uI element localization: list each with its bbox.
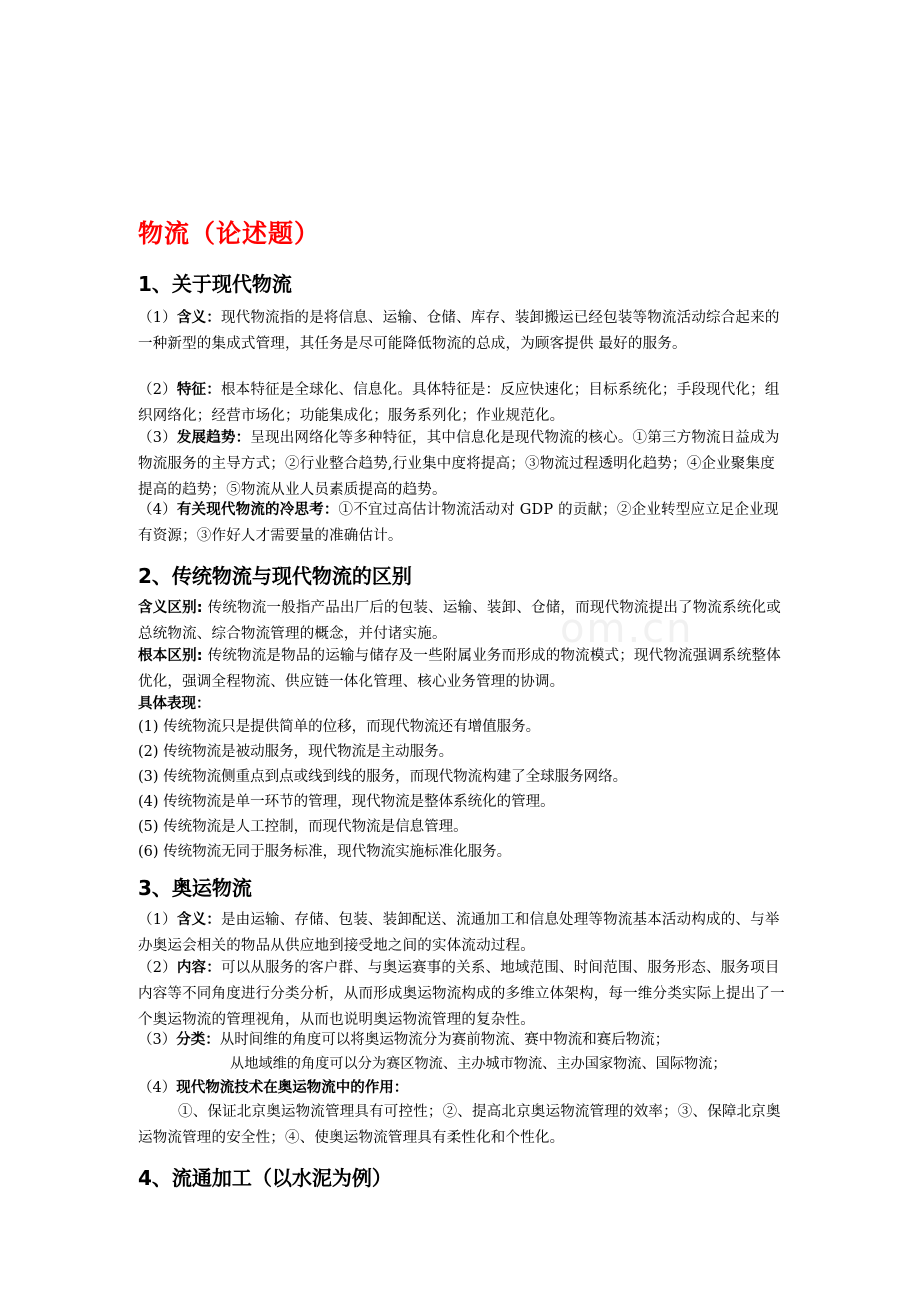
item-number: （1） [138,912,177,928]
section-1-para-features [138,377,786,429]
section-3-tech-role-text: ①、保证北京奥运物流管理具有可控性；②、提高北京奥运物流管理的效率；③、保障北京奥运物流管理的安全性；④、使奥运物流管理具有柔性化和个性化。 [138,1104,781,1146]
para-text: 从时间维的角度可以将奥运物流分为赛前物流、赛中物流和赛后物流； [219,1032,670,1048]
section-1-para-trends [138,425,786,503]
para-label: 内容： [176,960,221,976]
para-text: 是由运输、存储、包装、装卸配送、流通加工和信息处理等物流基本活动构成的、与举办奥运会相关的物品从供应地到接受地之间的实体流动过程。 [138,912,780,954]
item-number: （3） [138,430,177,446]
section-3-classification-line-2: 从地域维的角度可以分为赛区物流、主办城市物流、主办国家物流、国际物流； [230,1056,727,1072]
section-3-para-tech-role [138,1075,408,1101]
item-number: （3） [138,1032,177,1048]
para-label: 特征： [176,382,221,398]
para-text: ①不宜过高估计物流活动对 GDP 的贡献；②企业转型应立足企业现有资源；③作好人才需要量的准确估计。 [138,502,779,544]
section-3-para-definition [138,907,786,959]
para-text: 传统物流是物品的运输与储存及一些附属业务而形成的物流模式；现代物流强调系统整体优化，强调全程物流、供应链一体化管理、核心业务管理的协调。 [138,648,781,690]
para-text: 传统物流一般指产品出厂后的包装、运输、装卸、仓储，而现代物流提出了物流系统化或总统物流、综合物流管理的概念，并付诸实施。 [138,600,781,642]
list-item: (3) 传统物流侧重点到点或线到线的服务，而现代物流构建了全球服务网络。 [138,769,628,785]
section-3-para-content [138,955,786,1033]
para-label: 根本区别: [138,648,203,664]
section-1-heading: 1、关于现代物流 [138,272,292,296]
para-text: 可以从服务的客户群、与奥运赛事的关系、地域范围、时间范围、服务形态、服务项目内容等不同角度进行分类分析，从而形成奥运物流构成的多维立体架构，每一维分类实际上提出了一个奥运物流的管理视角，从而也说明奥运物流管理的复杂性。 [138,960,785,1028]
section-2-para-root-diff [138,643,786,695]
list-item: (4) 传统物流是单一环节的管理，现代物流是整体系统化的管理。 [138,794,555,810]
section-2-heading: 2、传统物流与现代物流的区别 [138,564,412,588]
para-label: 含义： [176,912,221,928]
para-label: 含义区别: [138,600,203,616]
item-number: （1） [138,310,177,326]
document-title: 物流（论述题） [138,219,321,248]
para-label: 有关现代物流的冷思考： [176,502,339,518]
para-text: 现代物流指的是将信息、运输、仓储、库存、装卸搬运已经包装等物流活动综合起来的一种新型的集成式管理，其任务是尽可能降低物流的总成，为顾客提供 最好的服务。 [138,310,780,352]
section-1-para-definition [138,305,786,357]
para-text: 呈现出网络化等多种特征，其中信息化是现代物流的核心。①第三方物流日益成为物流服务的主导方式；②行业整合趋势,行业集中度将提高；③物流过程透明化趋势；④企业聚集度提高的趋势；⑤物流从业人员素质提高的趋势。 [138,430,780,498]
para-text: 根本特征是全球化、信息化。具体特征是：反应快速化；目标系统化；手段现代化；组织网络化；经营市场化；功能集成化；服务系列化；作业规范化。 [138,382,780,424]
section-2-specifics-label: 具体表现： [138,696,211,712]
list-item: (1) 传统物流只是提供简单的位移，而现代物流还有增值服务。 [138,719,541,735]
item-number: （2） [138,382,177,398]
para-label: 分类： [176,1032,220,1048]
section-3-heading: 3、奥运物流 [138,876,252,900]
section-2-para-definition-diff [138,595,786,647]
para-label: 现代物流技术在奥运物流中的作用： [176,1080,409,1096]
para-label: 发展趋势： [176,430,251,446]
item-number: （4） [138,1080,177,1096]
para-label: 含义： [176,310,221,326]
list-item: (6) 传统物流无同于服务标准，现代物流实施标准化服务。 [138,844,512,860]
watermark: om.cn [560,606,694,652]
list-item: (5) 传统物流是人工控制，而现代物流是信息管理。 [138,819,468,835]
section-1-para-reflection [138,497,786,549]
list-item: (2) 传统物流是被动服务，现代物流是主动服务。 [138,744,454,760]
section-4-heading: 4、流通加工（以水泥为例） [138,1166,392,1190]
section-3-para-classification [138,1027,669,1053]
item-number: （4） [138,502,177,518]
item-number: （2） [138,960,177,976]
